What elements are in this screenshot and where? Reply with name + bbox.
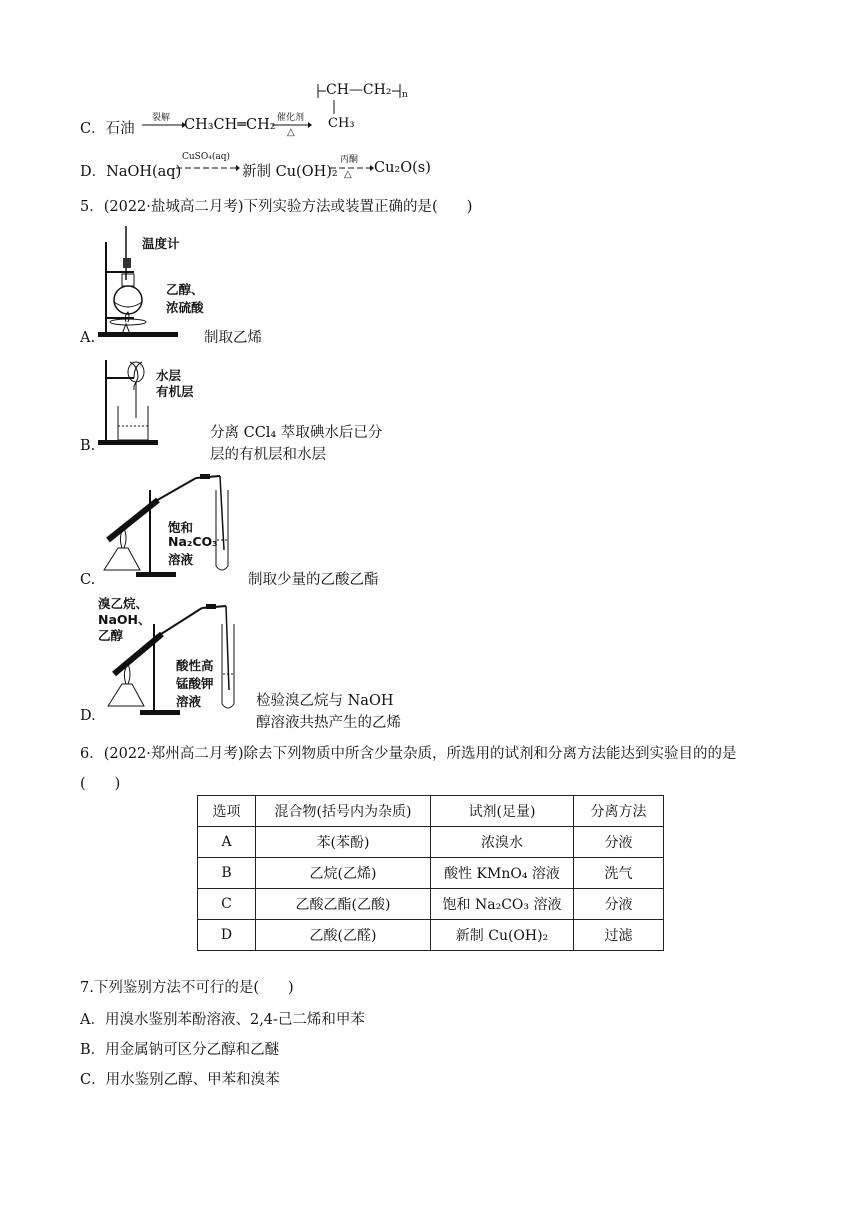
option-c-arrow2-top: 催化剂 [277, 113, 305, 123]
table-cell: 分液 [574, 827, 664, 858]
q5-option-d-letter: D. [80, 708, 96, 724]
figure-c-apparatus [96, 470, 236, 580]
fig-c-label-solution: 溶液 [168, 552, 194, 567]
table-cell: C [198, 889, 256, 920]
q5-option-c-desc: 制取少量的乙酸乙酯 [248, 572, 379, 588]
q7-stem: 7.下列鉴别方法不可行的是( ) [80, 980, 294, 996]
table-cell: B [198, 858, 256, 889]
table-header-cell: 选项 [198, 796, 256, 827]
option-d-mid: 新制 Cu(OH)₂ [242, 164, 338, 180]
figure-a-apparatus [96, 222, 206, 340]
q5-option-c-letter: C. [80, 572, 96, 588]
table-cell: 新制 Cu(OH)₂ [431, 920, 574, 951]
option-c-label: C．石油 [80, 121, 135, 137]
q7-option-b: B．用金属钠可区分乙醇和乙醚 [80, 1042, 280, 1058]
fig-d-label-solution: 溶液 [176, 694, 202, 709]
option-c-mid: CH₃CH═CH₂ [184, 117, 276, 133]
table-row [198, 858, 664, 889]
fig-c-label-saturated: 饱和 [168, 520, 194, 535]
q7-option-c: C．用水鉴别乙醇、甲苯和溴苯 [80, 1072, 280, 1088]
polymer-formula [312, 78, 422, 134]
q5-option-a-desc: 制取乙烯 [204, 330, 262, 346]
fig-d-label-permanganate: 锰酸钾 [176, 676, 214, 691]
fig-a-label-ethanol: 乙醇、 [166, 282, 204, 297]
table-row [198, 827, 664, 858]
table-cell: 乙酸乙酯(乙酸) [256, 889, 431, 920]
q5-option-b-desc-1: 分离 CCl₄ 萃取碘水后已分 [210, 425, 383, 441]
option-c-arrow2-bottom: △ [287, 127, 295, 138]
option-d-arrow2-top: 丙酮 [340, 155, 359, 165]
polymer-side: CH₃ [328, 116, 355, 131]
q5-option-b-desc-2: 层的有机层和水层 [210, 447, 326, 463]
option-c-arrow1-label: 裂解 [152, 113, 171, 123]
table-header-row [198, 796, 664, 827]
table-cell: 分液 [574, 889, 664, 920]
fig-d-label-naoh: NaOH、 [98, 612, 151, 627]
table-cell: 酸性 KMnO₄ 溶液 [431, 858, 574, 889]
figure-d-apparatus [96, 594, 246, 718]
fig-b-label-water: 水层 [156, 368, 182, 383]
option-d-arrow1 [176, 152, 240, 176]
q5-option-d-desc-2: 醇溶液共热产生的乙烯 [256, 715, 401, 731]
figure-b-apparatus [96, 356, 206, 448]
table-cell: 苯(苯酚) [256, 827, 431, 858]
q6-stem-2: ( ) [80, 776, 121, 792]
q7-option-a: A．用溴水鉴别苯酚溶液、2,4-己二烯和甲苯 [80, 1012, 365, 1028]
table-cell: A [198, 827, 256, 858]
fig-c-label-na2co3: Na₂CO₃ [168, 534, 218, 549]
fig-a-label-thermometer: 温度计 [142, 236, 180, 251]
table-row [198, 889, 664, 920]
q5-option-d-desc-1: 检验溴乙烷与 NaOH [256, 693, 394, 709]
table-header-cell: 试剂(足量) [431, 796, 574, 827]
table-header-cell: 分离方法 [574, 796, 664, 827]
table-cell: 浓溴水 [431, 827, 574, 858]
option-d-label: D．NaOH(aq) [80, 164, 182, 180]
option-d-arrow2 [330, 152, 374, 182]
polymer-n: n [402, 90, 408, 100]
q5-stem: 5．(2022·盐城高二月考)下列实验方法或装置正确的是( ) [80, 199, 473, 215]
option-d-end: Cu₂O(s) [374, 160, 431, 176]
table-row [198, 920, 664, 951]
option-d-arrow1-label: CuSO₄(aq) [182, 152, 230, 162]
option-c-line [80, 117, 135, 138]
fig-d-label-acidic: 酸性高 [176, 658, 214, 673]
fig-a-label-acid: 浓硫酸 [166, 300, 204, 315]
fig-b-label-organic: 有机层 [156, 384, 194, 399]
polymer-top: CH—CH₂ [326, 82, 392, 98]
option-d-arrow2-bottom: △ [344, 169, 352, 180]
table-cell: 乙烷(乙烯) [256, 858, 431, 889]
table-header-cell: 混合物(括号内为杂质) [256, 796, 431, 827]
q5-option-a-letter: A. [80, 330, 96, 346]
q6-table [197, 795, 664, 951]
table-cell: 饱和 Na₂CO₃ 溶液 [431, 889, 574, 920]
table-cell: 过滤 [574, 920, 664, 951]
option-c-arrow1 [142, 112, 186, 132]
table-cell: 洗气 [574, 858, 664, 889]
q6-stem-1: 6．(2022·郑州高二月考)除去下列物质中所含少量杂质，所选用的试剂和分离方法能达到实验目的的是 [80, 746, 737, 762]
table-cell: 乙酸(乙醛) [256, 920, 431, 951]
q5-option-b-letter: B. [80, 438, 96, 454]
option-c-arrow2 [272, 108, 312, 140]
fig-d-label-ethanol: 乙醇 [98, 628, 124, 643]
table-cell: D [198, 920, 256, 951]
fig-d-label-bromoethane: 溴乙烷、 [98, 596, 149, 611]
